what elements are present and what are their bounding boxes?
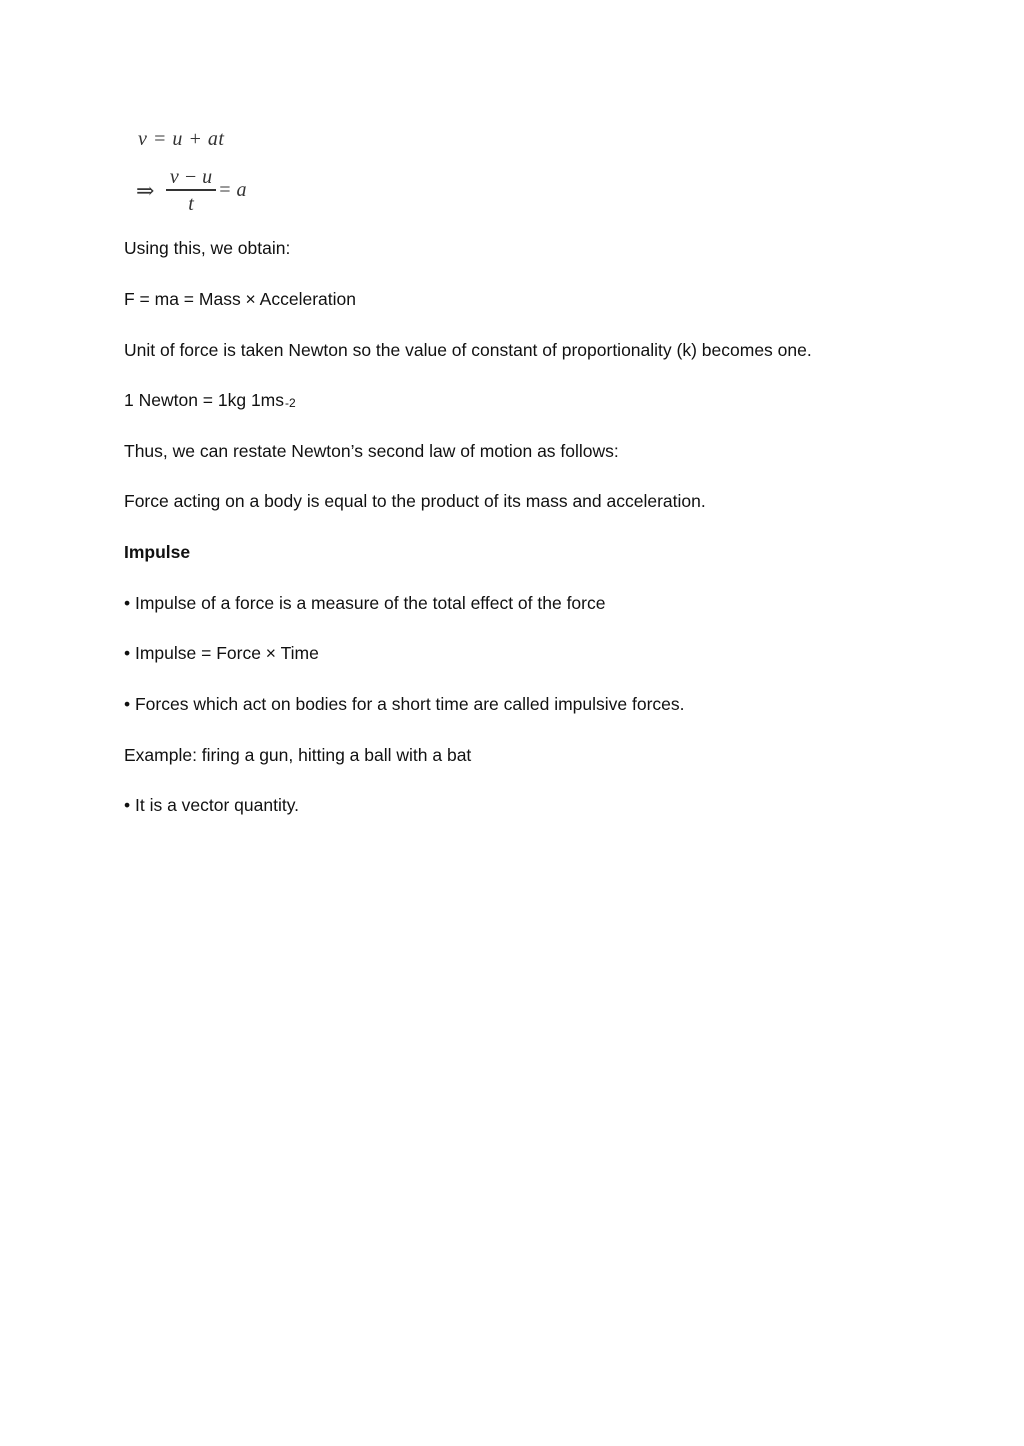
equation-image — [136, 126, 276, 222]
fraction-denominator: t — [188, 192, 194, 215]
equation-velocity: v = u + at — [138, 128, 225, 150]
bullet-vector-quantity: • It is a vector quantity. — [124, 795, 300, 815]
newton-definition-text: 1 Newton = 1kg 1ms — [124, 390, 285, 410]
paragraph-using-this: Using this, we obtain: — [124, 238, 291, 258]
paragraph-restate: Thus, we can restate Newton’s second law of motion as follows: — [124, 441, 619, 461]
equation-rhs: = a — [218, 179, 247, 201]
fraction-bar — [166, 189, 216, 191]
fraction-numerator: v − u — [169, 166, 213, 188]
bullet-impulsive-forces: • Forces which act on bodies for a short time are called impulsive forces. — [124, 694, 685, 714]
newton-definition-exponent: -2 — [285, 396, 296, 410]
equation-fraction — [166, 166, 216, 215]
paragraph-example: Example: firing a gun, hitting a ball with a bat — [124, 745, 472, 765]
implies-symbol: ⇒ — [136, 178, 155, 203]
bullet-impulse-formula: • Impulse = Force × Time — [124, 643, 319, 663]
bullet-impulse-measure: • Impulse of a force is a measure of the total effect of the force — [124, 593, 606, 613]
impulse-heading: Impulse — [124, 542, 191, 562]
paragraph-law-statement: Force acting on a body is equal to the product of its mass and acceleration. — [124, 491, 706, 511]
paragraph-unit-of-force: Unit of force is taken Newton so the value of constant of proportionality (k) becomes one. — [124, 340, 812, 360]
paragraph-newton-definition — [124, 389, 296, 414]
paragraph-force-formula: F = ma = Mass × Acceleration — [124, 289, 356, 309]
